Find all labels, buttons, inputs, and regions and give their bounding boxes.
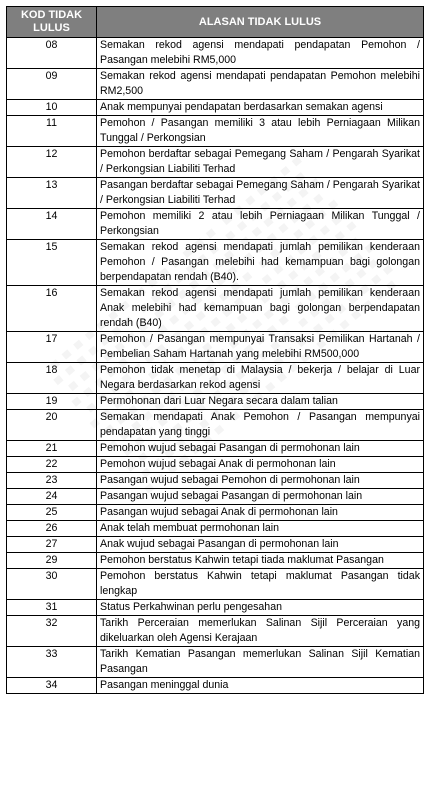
table-row [7,441,424,457]
table-row [7,678,424,694]
row-code: 30 [7,569,97,600]
row-code: 33 [7,647,97,678]
table-row [7,569,424,600]
row-reason: Semakan rekod agensi mendapati jumlah pemilikan kenderaan Anak melebihi had kemampuan bagi golongan berpendapatan rendah (B40) [97,286,424,332]
table-row [7,537,424,553]
table-row [7,209,424,240]
rejection-codes-table [6,6,424,694]
row-code: 23 [7,473,97,489]
table-header-row [7,7,424,38]
row-code: 13 [7,178,97,209]
row-code: 16 [7,286,97,332]
row-code: 19 [7,394,97,410]
row-reason: Pemohon memiliki 2 atau lebih Perniagaan Milikan Tunggal / Perkongsian [97,209,424,240]
row-code: 12 [7,147,97,178]
row-code: 10 [7,100,97,116]
row-reason: Pemohon berstatus Kahwin tetapi maklumat Pasangan tidak lengkap [97,569,424,600]
row-reason: Pemohon tidak menetap di Malaysia / bekerja / belajar di Luar Negara berdasarkan rekod agensi [97,363,424,394]
table-row [7,286,424,332]
row-code: 26 [7,521,97,537]
row-code: 15 [7,240,97,286]
row-code: 21 [7,441,97,457]
row-reason: Pasangan berdaftar sebagai Pemegang Saham / Pengarah Syarikat / Perkongsian Liabiliti Terhad [97,178,424,209]
row-reason: Anak telah membuat permohonan lain [97,521,424,537]
table-row [7,116,424,147]
row-code: 18 [7,363,97,394]
table-row [7,616,424,647]
table-body [7,38,424,694]
table-row [7,147,424,178]
row-reason: Semakan rekod agensi mendapati pendapatan Pemohon / Pasangan melebihi RM5,000 [97,38,424,69]
row-reason: Pasangan wujud sebagai Pasangan di permohonan lain [97,489,424,505]
row-reason: Pasangan meninggal dunia [97,678,424,694]
table-row [7,553,424,569]
table-row [7,240,424,286]
table-row [7,38,424,69]
header-reason: ALASAN TIDAK LULUS [97,7,424,38]
row-reason: Pemohon wujud sebagai Pasangan di permohonan lain [97,441,424,457]
row-code: 17 [7,332,97,363]
table-row [7,69,424,100]
table-row [7,100,424,116]
table-row [7,505,424,521]
row-reason: Permohonan dari Luar Negara secara dalam talian [97,394,424,410]
row-reason: Pemohon berstatus Kahwin tetapi tiada maklumat Pasangan [97,553,424,569]
row-code: 22 [7,457,97,473]
row-reason: Pemohon wujud sebagai Anak di permohonan lain [97,457,424,473]
row-code: 20 [7,410,97,441]
row-code: 11 [7,116,97,147]
table-row [7,394,424,410]
row-code: 32 [7,616,97,647]
table-row [7,473,424,489]
row-code: 25 [7,505,97,521]
row-code: 24 [7,489,97,505]
row-reason: Pasangan wujud sebagai Anak di permohonan lain [97,505,424,521]
row-reason: Tarikh Kematian Pasangan memerlukan Salinan Sijil Kematian Pasangan [97,647,424,678]
row-reason: Pemohon berdaftar sebagai Pemegang Saham / Pengarah Syarikat / Perkongsian Liabiliti Terhad [97,147,424,178]
table-row [7,410,424,441]
table-row [7,521,424,537]
row-reason: Pemohon / Pasangan memiliki 3 atau lebih Perniagaan Milikan Tunggal / Perkongsian [97,116,424,147]
table-row [7,457,424,473]
row-reason: Semakan mendapati Anak Pemohon / Pasangan mempunyai pendapatan yang tinggi [97,410,424,441]
row-code: 09 [7,69,97,100]
row-reason: Semakan rekod agensi mendapati pendapatan Pemohon melebihi RM2,500 [97,69,424,100]
row-code: 08 [7,38,97,69]
row-reason: Anak mempunyai pendapatan berdasarkan semakan agensi [97,100,424,116]
table-row [7,647,424,678]
header-code: KOD TIDAK LULUS [7,7,97,38]
row-reason: Status Perkahwinan perlu pengesahan [97,600,424,616]
row-reason: Pemohon / Pasangan mempunyai Transaksi Pemilikan Hartanah / Pembelian Saham Hartanah yang melebihi RM500,000 [97,332,424,363]
row-reason: Anak wujud sebagai Pasangan di permohonan lain [97,537,424,553]
table-row [7,600,424,616]
row-code: 29 [7,553,97,569]
row-code: 31 [7,600,97,616]
row-code: 14 [7,209,97,240]
table-row [7,363,424,394]
row-code: 34 [7,678,97,694]
table-row [7,489,424,505]
table-row [7,332,424,363]
row-reason: Tarikh Perceraian memerlukan Salinan Sijil Perceraian yang dikeluarkan oleh Agensi Kerajaan [97,616,424,647]
table-row [7,178,424,209]
row-reason: Semakan rekod agensi mendapati jumlah pemilikan kenderaan Pemohon / Pasangan melebihi had kemampuan bagi golongan berpendapatan rendah (B40). [97,240,424,286]
row-reason: Pasangan wujud sebagai Pemohon di permohonan lain [97,473,424,489]
row-code: 27 [7,537,97,553]
